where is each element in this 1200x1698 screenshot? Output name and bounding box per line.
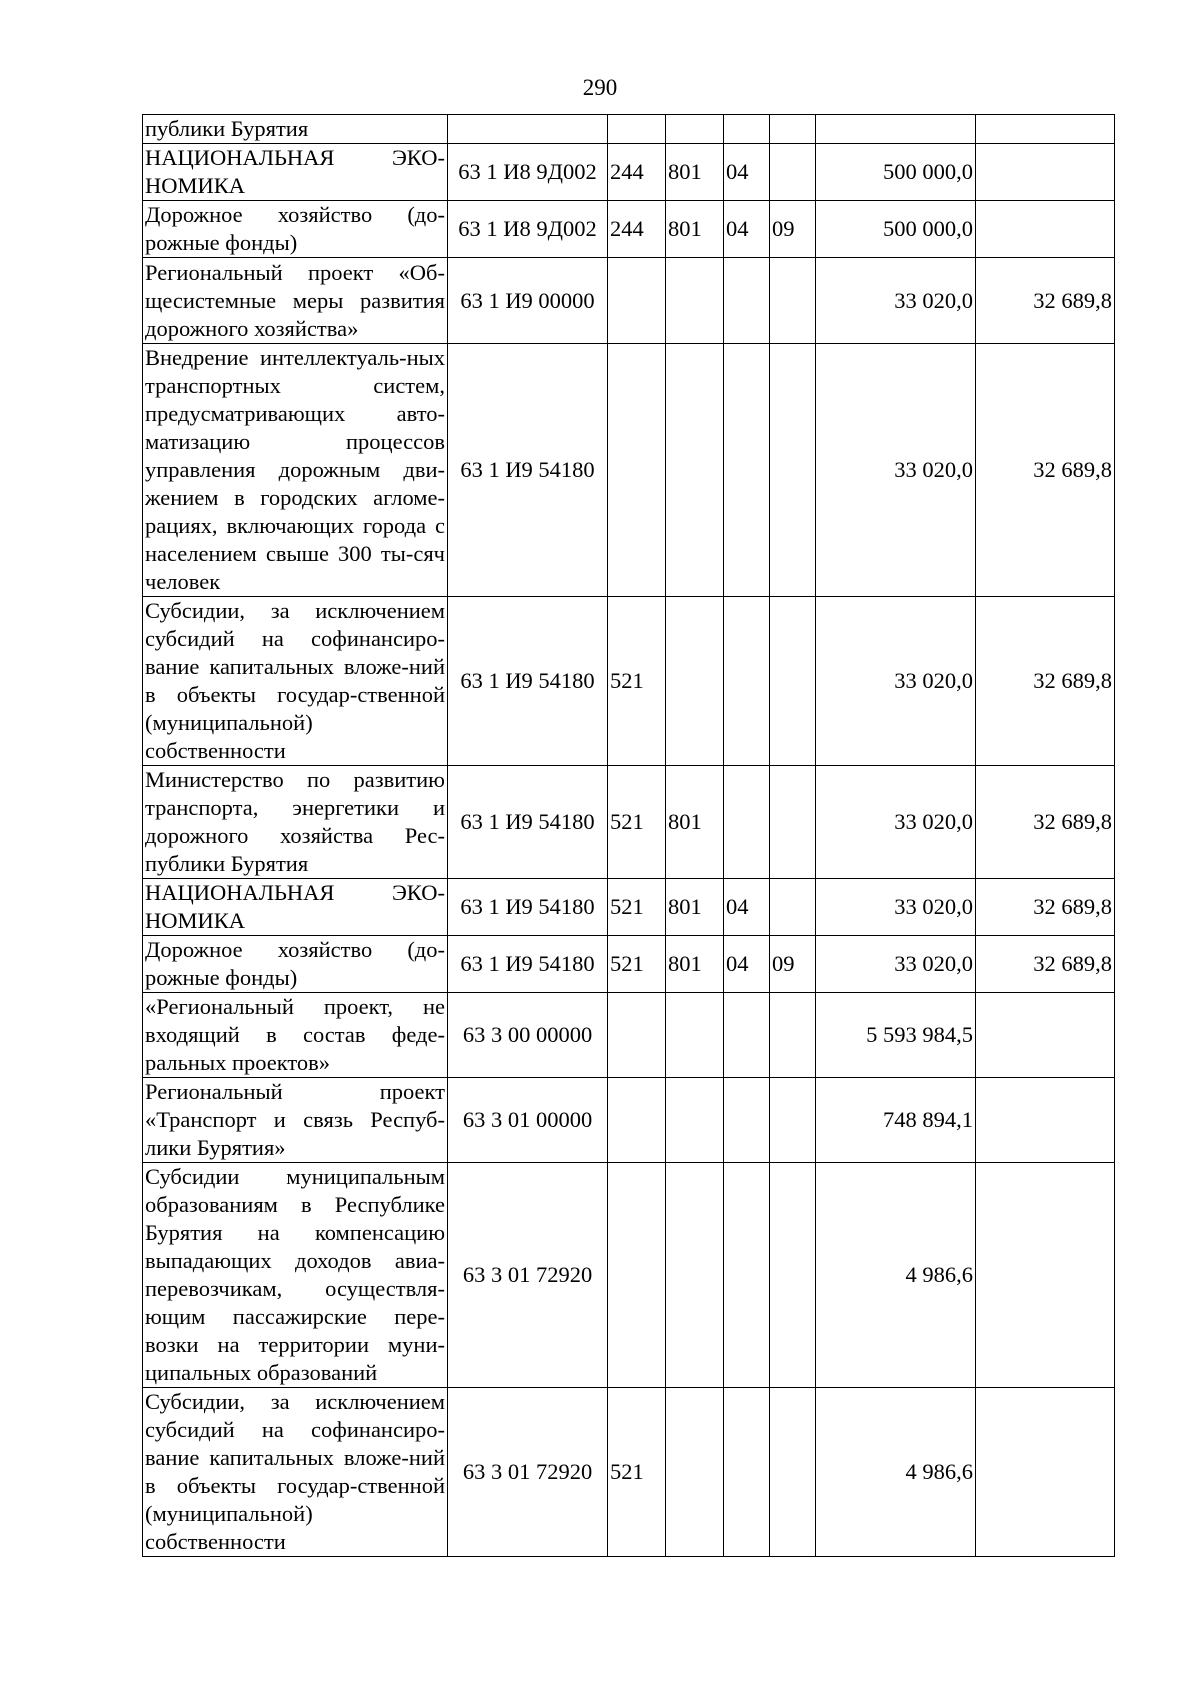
row-name: Дорожное хозяйство (до-рожные фонды): [143, 936, 448, 993]
subsection-code: [770, 1163, 816, 1388]
amount-year-1: 33 020,0: [816, 766, 976, 879]
target-article-code: 63 3 01 72920: [448, 1388, 608, 1557]
ministry-code: [666, 1388, 724, 1557]
table-row: [143, 936, 1115, 993]
section-code: [724, 1388, 770, 1557]
table-row: [143, 1078, 1115, 1163]
amount-year-1: 33 020,0: [816, 936, 976, 993]
target-article-code: 63 1 И8 9Д002: [448, 201, 608, 258]
subsection-code: [770, 1388, 816, 1557]
amount-year-1: 500 000,0: [816, 201, 976, 258]
amount-year-2: [976, 1163, 1115, 1388]
subsection-code: [770, 597, 816, 766]
row-name: Министерство по развитию транспорта, энергетики и дорожного хозяйства Рес-публики Бурятия: [143, 766, 448, 879]
target-article-code: 63 3 01 72920: [448, 1163, 608, 1388]
section-code: 04: [724, 936, 770, 993]
table-row: [143, 258, 1115, 344]
expense-type-code: 244: [608, 201, 666, 258]
row-name: Региональный проект «Об-щесистемные меры развития дорожного хозяйства»: [143, 258, 448, 344]
ministry-code: 801: [666, 766, 724, 879]
budget-table: [142, 114, 1115, 1557]
amount-year-2: [976, 1078, 1115, 1163]
row-name: Внедрение интеллектуаль-ных транспортных систем, предусматривающих авто-матизацию процессов управления дорожным дви-жением в городских агломе-рациях, включающих города с населением свыше 300 ты-сяч человек: [143, 344, 448, 597]
section-code: [724, 258, 770, 344]
expense-type-code: [608, 258, 666, 344]
amount-year-2: [976, 993, 1115, 1078]
expense-type-code: [608, 1163, 666, 1388]
row-name: публики Бурятия: [143, 115, 448, 144]
table-row: [143, 1388, 1115, 1557]
target-article-code: 63 1 И9 54180: [448, 936, 608, 993]
ministry-code: [666, 597, 724, 766]
row-name: Субсидии, за исключением субсидий на софинансиро-вание капитальных вложе-ний в объекты государ-ственной (муниципальной) собственности: [143, 1388, 448, 1557]
expense-type-code: [608, 344, 666, 597]
table-row: [143, 1163, 1115, 1388]
ministry-code: 801: [666, 201, 724, 258]
section-code: 04: [724, 879, 770, 936]
amount-year-1: 33 020,0: [816, 597, 976, 766]
section-code: [724, 766, 770, 879]
expense-type-code: [608, 1078, 666, 1163]
section-code: 04: [724, 144, 770, 201]
page-number: 290: [582, 75, 618, 100]
amount-year-2: [976, 115, 1115, 144]
subsection-code: [770, 115, 816, 144]
target-article-code: 63 1 И9 54180: [448, 879, 608, 936]
table-row: [143, 879, 1115, 936]
table-row: [143, 766, 1115, 879]
expense-type-code: 244: [608, 144, 666, 201]
section-code: 04: [724, 201, 770, 258]
row-name: Субсидии, за исключением субсидий на софинансиро-вание капитальных вложе-ний в объекты государ-ственной (муниципальной) собственности: [143, 597, 448, 766]
amount-year-1: 4 986,6: [816, 1388, 976, 1557]
target-article-code: 63 3 01 00000: [448, 1078, 608, 1163]
amount-year-2: [976, 144, 1115, 201]
amount-year-1: 748 894,1: [816, 1078, 976, 1163]
subsection-code: [770, 1078, 816, 1163]
expense-type-code: 521: [608, 936, 666, 993]
amount-year-2: 32 689,8: [976, 879, 1115, 936]
amount-year-1: 5 593 984,5: [816, 993, 976, 1078]
subsection-code: [770, 258, 816, 344]
amount-year-1: 4 986,6: [816, 1163, 976, 1388]
target-article-code: 63 1 И9 00000: [448, 258, 608, 344]
target-article-code: 63 1 И9 54180: [448, 597, 608, 766]
expense-type-code: 521: [608, 766, 666, 879]
subsection-code: 09: [770, 936, 816, 993]
subsection-code: [770, 766, 816, 879]
subsection-code: [770, 879, 816, 936]
ministry-code: [666, 1163, 724, 1388]
target-article-code: 63 1 И8 9Д002: [448, 144, 608, 201]
subsection-code: 09: [770, 201, 816, 258]
amount-year-1: 33 020,0: [816, 258, 976, 344]
expense-type-code: 521: [608, 1388, 666, 1557]
row-name: Региональный проект «Транспорт и связь Респуб-лики Бурятия»: [143, 1078, 448, 1163]
section-code: [724, 344, 770, 597]
section-code: [724, 597, 770, 766]
row-name: НАЦИОНАЛЬНАЯ ЭКО-НОМИКА: [143, 144, 448, 201]
budget-table-body: [143, 115, 1115, 1557]
row-name: НАЦИОНАЛЬНАЯ ЭКО-НОМИКА: [143, 879, 448, 936]
table-row: [143, 993, 1115, 1078]
amount-year-1: 33 020,0: [816, 344, 976, 597]
table-row: [143, 144, 1115, 201]
target-article-code: 63 1 И9 54180: [448, 344, 608, 597]
amount-year-2: 32 689,8: [976, 766, 1115, 879]
row-name: Субсидии муниципальным образованиям в Республике Бурятия на компенсацию выпадающих доходов авиа-перевозчикам, осуществля-ющим пассажирские пере-возки на территории муни-ципальных образований: [143, 1163, 448, 1388]
section-code: [724, 115, 770, 144]
ministry-code: [666, 115, 724, 144]
expense-type-code: [608, 115, 666, 144]
amount-year-2: [976, 201, 1115, 258]
table-row: [143, 344, 1115, 597]
section-code: [724, 993, 770, 1078]
amount-year-2: [976, 1388, 1115, 1557]
amount-year-2: 32 689,8: [976, 597, 1115, 766]
target-article-code: 63 3 00 00000: [448, 993, 608, 1078]
amount-year-2: 32 689,8: [976, 344, 1115, 597]
amount-year-2: 32 689,8: [976, 258, 1115, 344]
row-name: «Региональный проект, не входящий в состав феде-ральных проектов»: [143, 993, 448, 1078]
expense-type-code: 521: [608, 879, 666, 936]
table-row: [143, 201, 1115, 258]
subsection-code: [770, 344, 816, 597]
subsection-code: [770, 144, 816, 201]
section-code: [724, 1163, 770, 1388]
amount-year-1: 500 000,0: [816, 144, 976, 201]
amount-year-1: 33 020,0: [816, 879, 976, 936]
amount-year-1: [816, 115, 976, 144]
ministry-code: [666, 258, 724, 344]
row-name: Дорожное хозяйство (до-рожные фонды): [143, 201, 448, 258]
section-code: [724, 1078, 770, 1163]
table-row: [143, 597, 1115, 766]
expense-type-code: 521: [608, 597, 666, 766]
target-article-code: [448, 115, 608, 144]
ministry-code: 801: [666, 879, 724, 936]
table-row: [143, 115, 1115, 144]
ministry-code: [666, 1078, 724, 1163]
expense-type-code: [608, 993, 666, 1078]
ministry-code: [666, 344, 724, 597]
ministry-code: 801: [666, 144, 724, 201]
ministry-code: 801: [666, 936, 724, 993]
target-article-code: 63 1 И9 54180: [448, 766, 608, 879]
ministry-code: [666, 993, 724, 1078]
amount-year-2: 32 689,8: [976, 936, 1115, 993]
subsection-code: [770, 993, 816, 1078]
